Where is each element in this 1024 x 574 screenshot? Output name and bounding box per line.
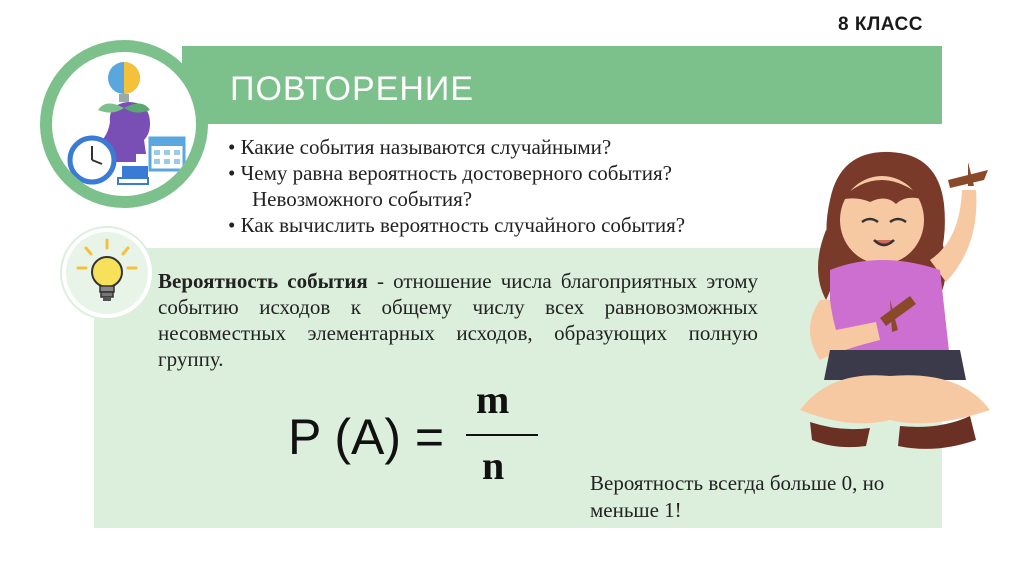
lightbulb-icon: [62, 228, 152, 318]
probability-note: Вероятность всегда больше 0, но меньше 1!: [590, 471, 885, 522]
formula-denominator: n: [482, 443, 505, 488]
question-item: Невозможного события?: [252, 187, 473, 211]
fraction-line: [466, 434, 538, 436]
girl-with-toy-plane-illustration: [790, 140, 1010, 470]
definition-body: - отношение числа благоприятных этому событию исходов к общему числу всех равновозможных несовместных элементарных исходов, образующих полную группу.: [158, 269, 759, 371]
definition-text: [158, 268, 758, 372]
grade-label: 8 КЛАСС: [838, 14, 923, 35]
formula-lhs: P (A) =: [288, 409, 445, 465]
page-title: ПОВТОРЕНИЕ: [230, 70, 474, 108]
question-item: • Чему равна вероятность достоверного события?: [228, 161, 672, 185]
definition-term: Вероятность события: [158, 269, 368, 293]
formula-numerator: m: [476, 377, 510, 422]
question-item: • Как вычислить вероятность случайного события?: [228, 213, 686, 237]
education-collage-icon: [40, 40, 208, 208]
question-item: • Какие события называются случайными?: [228, 135, 612, 159]
questions-list: [228, 134, 828, 238]
